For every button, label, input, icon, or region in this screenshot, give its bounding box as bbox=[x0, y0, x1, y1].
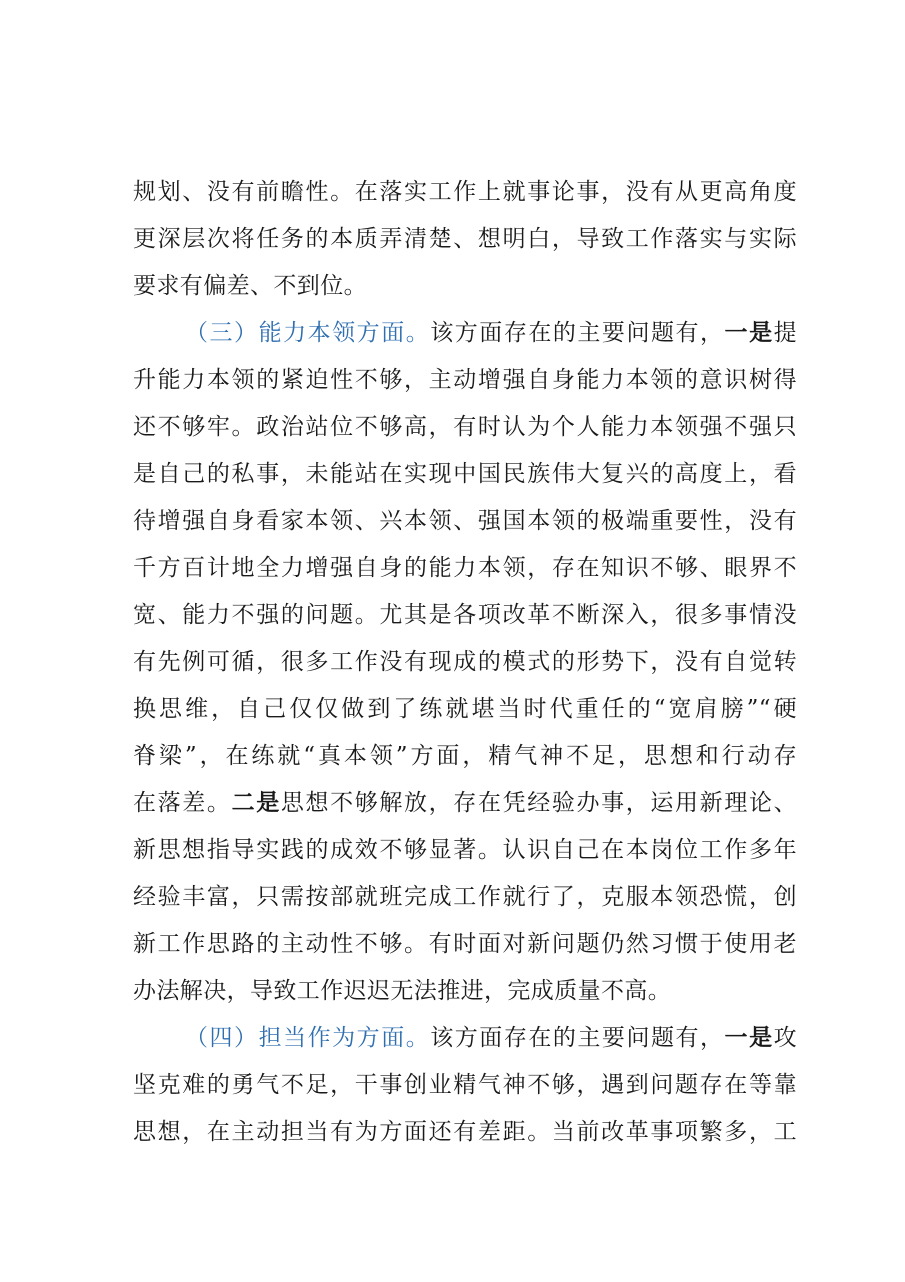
text-line: 换思维，自己仅仅做到了练就堪当时代重任的“宽肩膀”“硬 bbox=[133, 696, 797, 722]
text-line: 更深层次将任务的本质弄清楚、想明白，导致工作落实与实际 bbox=[133, 226, 797, 252]
text-line: 还不够牢。政治站位不够高，有时认为个人能力本领强不强只 bbox=[133, 414, 797, 440]
section-3-first-line bbox=[185, 313, 797, 353]
section-4-heading: （四）担当作为方面。 bbox=[185, 1025, 431, 1051]
point-marker: 二是 bbox=[231, 789, 281, 816]
section-4-first-line bbox=[185, 1018, 797, 1058]
text-fragment: 在落差。 bbox=[133, 790, 232, 816]
point-marker: 一是 bbox=[724, 1024, 774, 1051]
section-3-intro: 该方面存在的主要问题有， bbox=[430, 320, 725, 346]
section-4-intro: 该方面存在的主要问题有， bbox=[430, 1025, 725, 1051]
text-line: 宽、能力不强的问题。尤其是各项改革不断深入，很多事情没 bbox=[133, 602, 797, 628]
text-line: 待增强自身看家本领、兴本领、强国本领的极端重要性，没有 bbox=[133, 508, 797, 534]
text-fragment: 攻 bbox=[773, 1025, 798, 1051]
text-line: 新思想指导实践的成效不够显著。认识自己在本岗位工作多年 bbox=[133, 837, 797, 863]
point-marker: 一是 bbox=[724, 319, 774, 346]
text-line: 规划、没有前瞻性。在落实工作上就事论事，没有从更高角度 bbox=[133, 179, 797, 205]
text-line: 升能力本领的紧迫性不够，主动增强自身能力本领的意识树得 bbox=[133, 367, 797, 393]
section-3-heading: （三）能力本领方面。 bbox=[185, 320, 431, 346]
text-line: 有先例可循，很多工作没有现成的模式的形势下，没有自觉转 bbox=[133, 649, 797, 675]
text-line: 经验丰富，只需按部就班完成工作就行了，克服本领恐慌，创 bbox=[133, 884, 797, 910]
text-line: 脊梁”，在练就“真本领”方面，精气神不足，思想和行动存 bbox=[133, 743, 797, 769]
text-line: 新工作思路的主动性不够。有时面对新问题仍然习惯于使用老 bbox=[133, 931, 797, 957]
text-fragment: 思想不够解放，存在凭经验办事，运用新理论、 bbox=[280, 790, 797, 816]
text-line: 坚克难的勇气不足，干事创业精气神不够，遇到问题存在等靠 bbox=[133, 1072, 797, 1098]
text-line: 千方百计地全力增强自身的能力本领，存在知识不够、眼界不 bbox=[133, 555, 797, 581]
text-line-with-marker bbox=[133, 783, 797, 823]
text-line: 要求有偏差、不到位。 bbox=[133, 273, 367, 299]
text-line: 办法解决，导致工作迟迟无法推进，完成质量不高。 bbox=[133, 978, 672, 1004]
text-line: 是自己的私事，未能站在实现中国民族伟大复兴的高度上，看 bbox=[133, 461, 797, 487]
text-line: 思想，在主动担当有为方面还有差距。当前改革事项繁多，工 bbox=[133, 1119, 797, 1145]
text-fragment: 提 bbox=[773, 320, 798, 346]
